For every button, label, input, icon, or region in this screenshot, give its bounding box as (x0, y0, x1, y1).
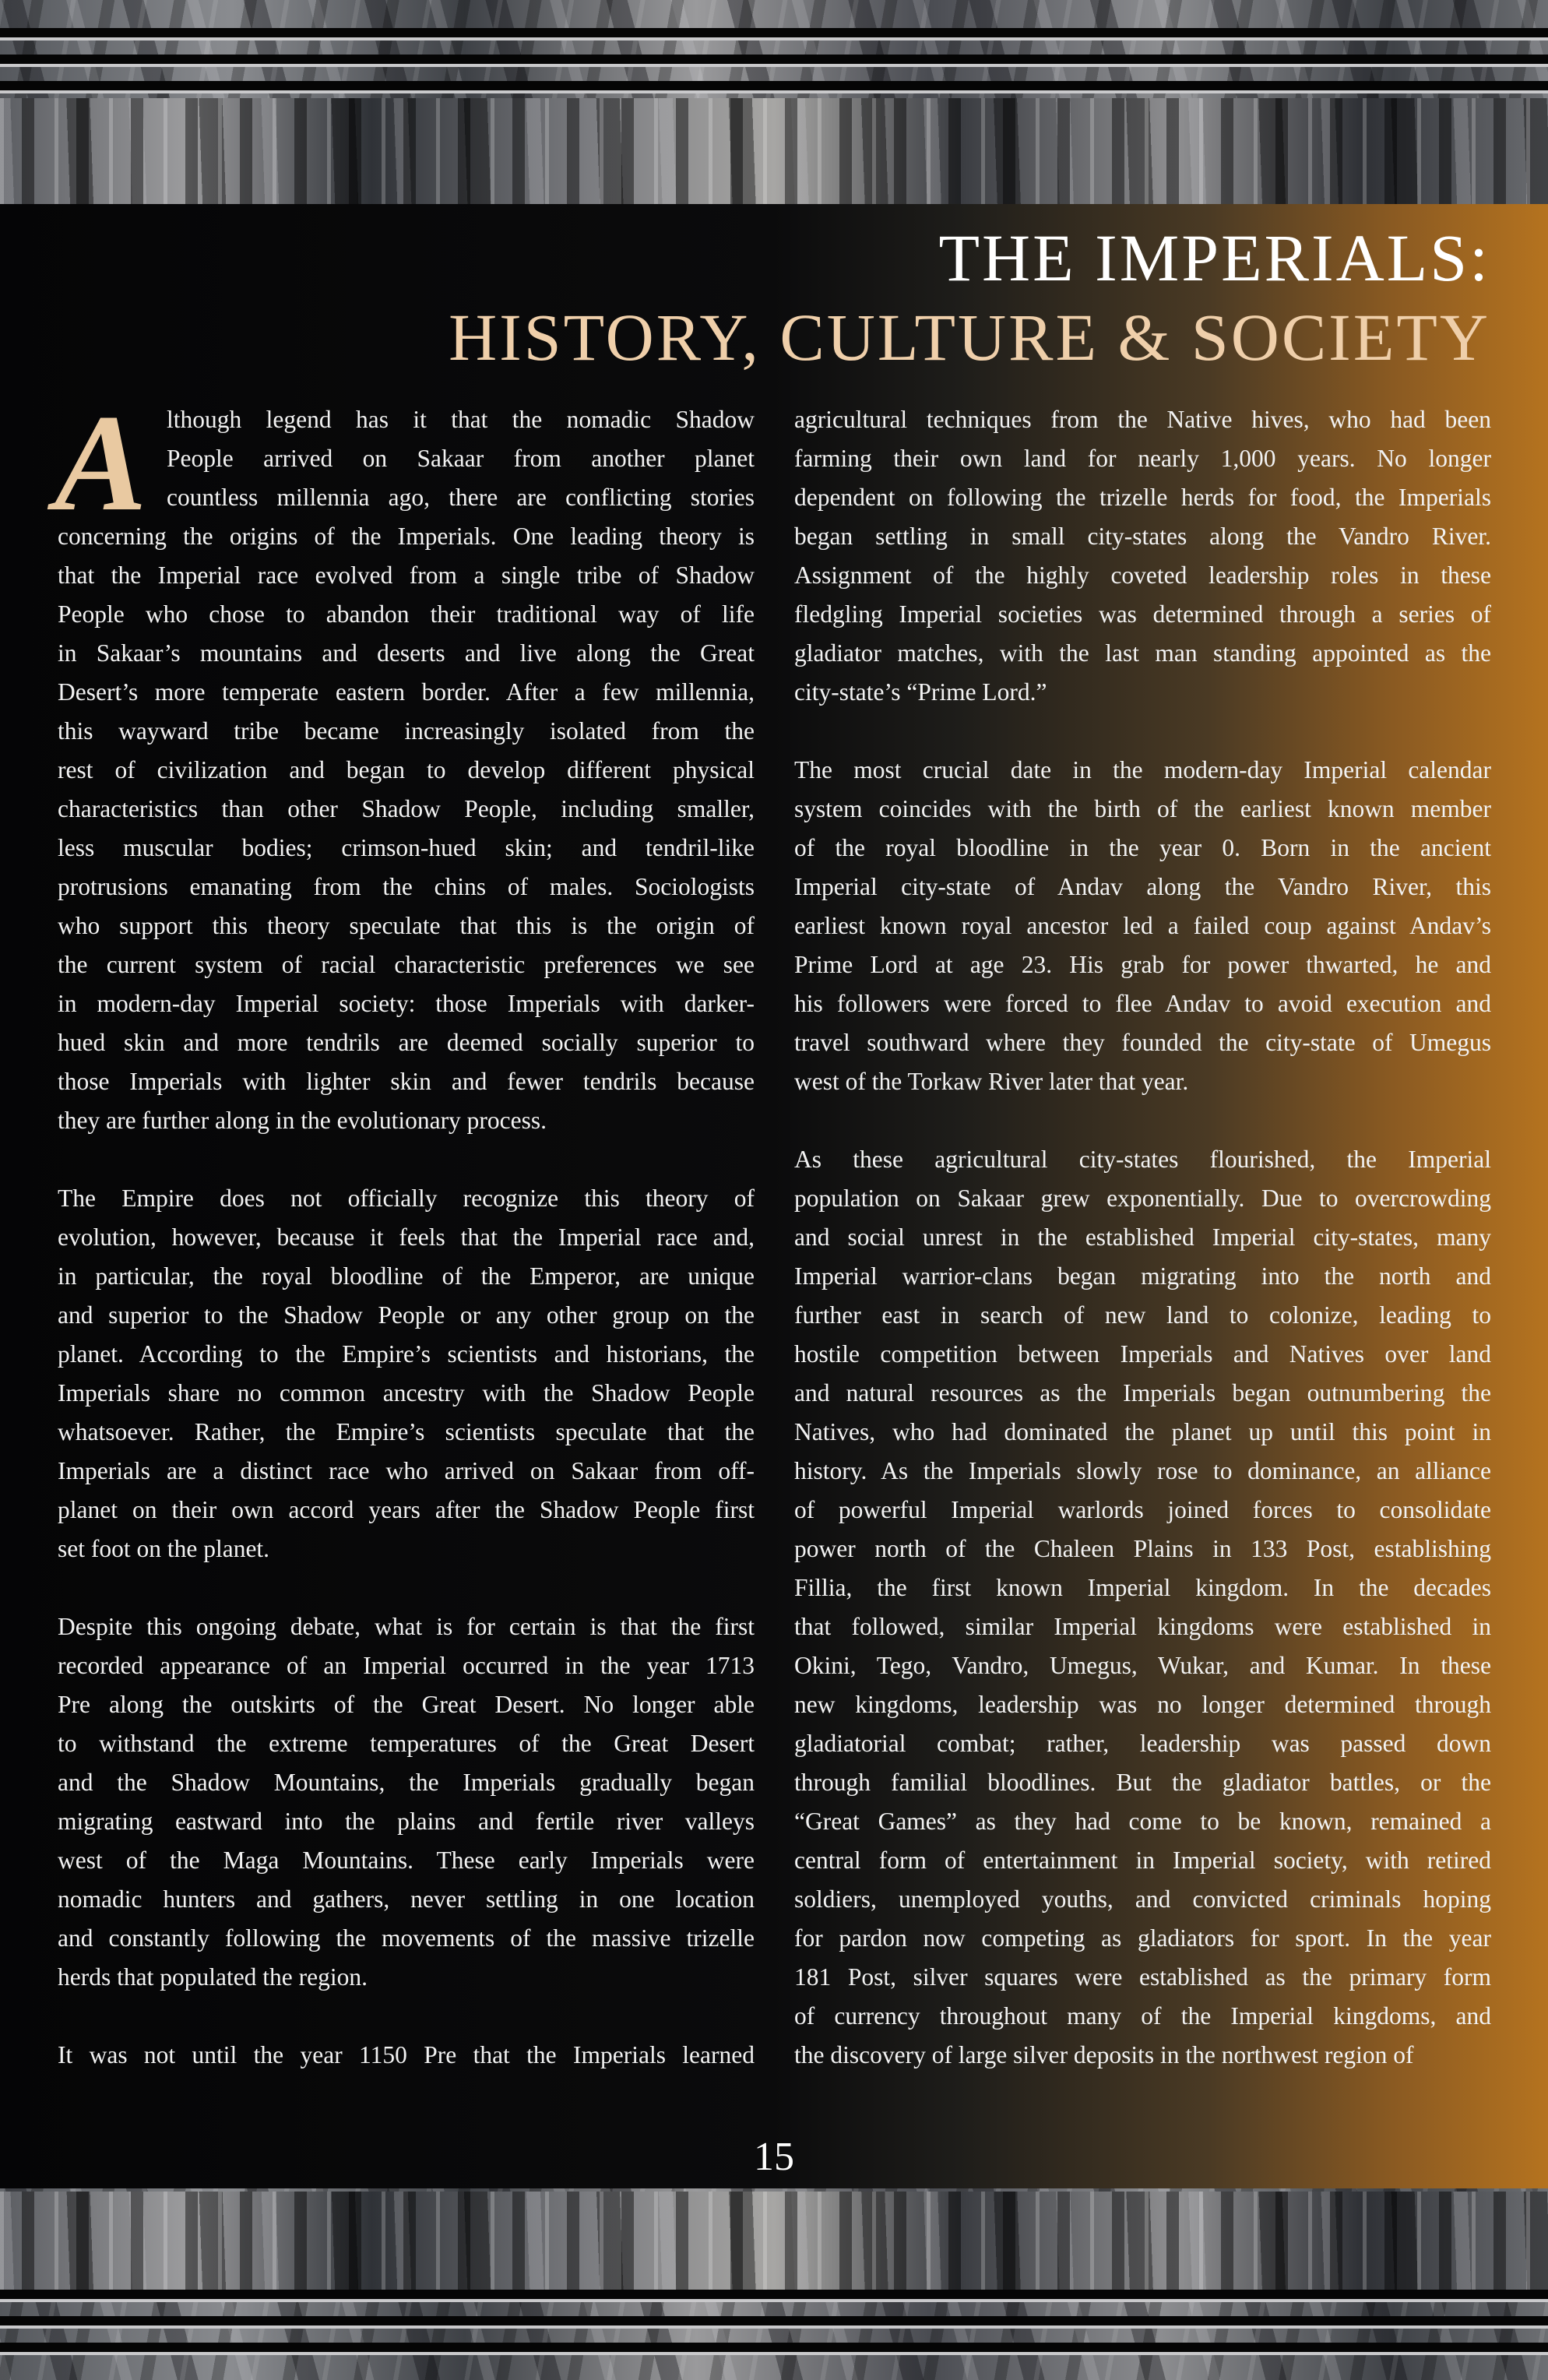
article-column-left (58, 400, 755, 2075)
text-line: It was not until the year 1150 Pre that the Imperials learned (58, 2041, 755, 2068)
paragraph (794, 1140, 1491, 2075)
text-line: gladiatorial combat; rather, leadership was passed down (794, 1730, 1491, 1757)
text-line: they are further along in the evolutionary process. (58, 1107, 547, 1134)
text-line: of the royal bloodline in the year 0. Born in the ancient (794, 834, 1491, 861)
text-line: earliest known royal ancestor led a failed coup against Andav’s (794, 912, 1491, 939)
text-line: lthough legend has it that the nomadic Shadow (167, 406, 755, 433)
paragraph-gap (794, 1101, 1491, 1140)
text-line: set foot on the planet. (58, 1535, 270, 1562)
text-line: system coincides with the birth of the earliest known member (794, 795, 1491, 822)
text-line: Fillia, the first known Imperial kingdom. In the decades (794, 1574, 1491, 1601)
text-line: nomadic hunters and gathers, never settling in one location (58, 1885, 755, 1913)
text-line: The Empire does not officially recognize this theory of (58, 1185, 755, 1212)
text-line: central form of entertainment in Imperial society, with retired (794, 1847, 1491, 1874)
paragraph (794, 400, 1491, 712)
text-line: gladiator matches, with the last man standing appointed as the (794, 639, 1491, 667)
text-line: power north of the Chaleen Plains in 133 Post, establishing (794, 1535, 1491, 1562)
text-line: People arrived on Sakaar from another planet (167, 445, 755, 472)
paragraph-gap (58, 1140, 755, 1179)
text-line: and constantly following the movements of the massive trizelle (58, 1924, 755, 1952)
text-line: concerning the origins of the Imperials. One leading theory is (58, 523, 755, 550)
text-line: 181 Post, silver squares were established as the primary form (794, 1963, 1491, 1991)
text-line: and the Shadow Mountains, the Imperials gradually began (58, 1769, 755, 1796)
text-line: dependent on following the trizelle herds for food, the Imperials (794, 484, 1491, 511)
text-line: agricultural techniques from the Native hives, who had been (794, 406, 1491, 433)
bottom-border-band (0, 2290, 1548, 2302)
text-line: new kingdoms, leadership was no longer determined through (794, 1691, 1491, 1718)
paragraph (58, 1179, 755, 1568)
text-line: Imperial warrior-clans began migrating into the north and (794, 1262, 1491, 1290)
text-line: who support this theory speculate that this is the origin of (58, 912, 755, 939)
text-line: this wayward tribe became increasingly isolated from the (58, 717, 755, 745)
text-line: of currency throughout many of the Imperial kingdoms, and (794, 2002, 1491, 2030)
text-line: Assignment of the highly coveted leadership roles in these (794, 562, 1491, 589)
text-line: hostile competition between Imperials and Natives over land (794, 1340, 1491, 1368)
text-line: As these agricultural city-states flourished, the Imperial (794, 1146, 1491, 1173)
text-line: Prime Lord at age 23. His grab for power thwarted, he and (794, 951, 1491, 978)
text-line: those Imperials with lighter skin and fewer tendrils because (58, 1068, 755, 1095)
text-line: population on Sakaar grew exponentially. Due to overcrowding (794, 1185, 1491, 1212)
text-line: and superior to the Shadow People or any other group on the (58, 1301, 755, 1329)
text-line: city-state’s “Prime Lord.” (794, 678, 1047, 706)
text-line: recorded appearance of an Imperial occurred in the year 1713 (58, 1652, 755, 1679)
top-border-band (0, 28, 1548, 40)
text-line: Imperials are a distinct race who arrived on Sakaar from off- (58, 1457, 755, 1484)
text-line: west of the Maga Mountains. These early Imperials were (58, 1847, 755, 1874)
text-line: less muscular bodies; crimson-hued skin; and tendril-like (58, 834, 755, 861)
paragraph-gap (58, 1997, 755, 2036)
paragraph (58, 400, 755, 1140)
text-line: countless millennia ago, there are conflicting stories (167, 484, 755, 511)
text-line: history. As the Imperials slowly rose to dominance, an alliance (794, 1457, 1491, 1484)
paragraph-gap (794, 712, 1491, 751)
text-line: that the Imperial race evolved from a single tribe of Shadow (58, 562, 755, 589)
text-line: and natural resources as the Imperials began outnumbering the (794, 1379, 1491, 1407)
text-line: fledgling Imperial societies was determined through a series of (794, 600, 1491, 628)
text-line: west of the Torkaw River later that year. (794, 1068, 1189, 1095)
text-line: whatsoever. Rather, the Empire’s scientists speculate that the (58, 1418, 755, 1445)
text-line: and social unrest in the established Imperial city-states, many (794, 1223, 1491, 1251)
text-line: The most crucial date in the modern-day Imperial calendar (794, 756, 1491, 783)
text-line: Okini, Tego, Vandro, Umegus, Wukar, and Kumar. In these (794, 1652, 1491, 1679)
text-line: began settling in small city-states along the Vandro River. (794, 523, 1491, 550)
bottom-marble-panel (0, 2192, 1548, 2291)
text-line: herds that populated the region. (58, 1963, 368, 1991)
bottom-border-band (0, 2343, 1548, 2355)
text-line: of powerful Imperial warlords joined forces to consolidate (794, 1496, 1491, 1523)
page-title: THE IMPERIALS: (938, 220, 1490, 295)
text-line: in Sakaar’s mountains and deserts and live along the Great (58, 639, 755, 667)
top-border-band (0, 55, 1548, 67)
text-line: to withstand the extreme temperatures of the Great Desert (58, 1730, 755, 1757)
text-line: Imperial city-state of Andav along the Vandro River, this (794, 873, 1491, 900)
text-line: Desert’s more temperate eastern border. After a few millennia, (58, 678, 755, 706)
text-line: his followers were forced to flee Andav to avoid execution and (794, 990, 1491, 1017)
text-line: in modern-day Imperial society: those Imperials with darker- (58, 990, 755, 1017)
paragraph (794, 751, 1491, 1101)
text-line: planet. According to the Empire’s scientists and historians, the (58, 1340, 755, 1368)
text-line: Despite this ongoing debate, what is for certain is that the first (58, 1613, 755, 1640)
drop-cap: A (55, 386, 147, 540)
text-line: in particular, the royal bloodline of the Emperor, are unique (58, 1262, 755, 1290)
text-line: Natives, who had dominated the planet up until this point in (794, 1418, 1491, 1445)
text-line: further east in search of new land to colonize, leading to (794, 1301, 1491, 1329)
paragraph-gap (58, 1568, 755, 1607)
top-marble-panel (0, 98, 1548, 204)
text-line: protrusions emanating from the chins of males. Sociologists (58, 873, 755, 900)
text-line: through familial bloodlines. But the gladiator battles, or the (794, 1769, 1491, 1796)
paragraph (58, 1607, 755, 1997)
text-line: evolution, however, because it feels that the Imperial race and, (58, 1223, 755, 1251)
bottom-border-band (0, 2316, 1548, 2329)
text-line: travel southward where they founded the city-state of Umegus (794, 1029, 1491, 1056)
text-line: for pardon now competing as gladiators for sport. In the year (794, 1924, 1491, 1952)
paragraph (58, 2036, 755, 2075)
text-line: farming their own land for nearly 1,000 years. No longer (794, 445, 1491, 472)
text-line: migrating eastward into the plains and fertile river valleys (58, 1808, 755, 1835)
page-subtitle: HISTORY, CULTURE & SOCIETY (449, 300, 1490, 375)
text-line: the discovery of large silver deposits in the northwest region of (794, 2041, 1414, 2068)
text-line: that followed, similar Imperial kingdoms were established in (794, 1613, 1491, 1640)
text-line: characteristics than other Shadow People, including smaller, (58, 795, 755, 822)
top-border-band (0, 81, 1548, 93)
text-line: the current system of racial characteristic preferences we see (58, 951, 755, 978)
text-line: People who chose to abandon their traditional way of life (58, 600, 755, 628)
text-line: rest of civilization and began to develop different physical (58, 756, 755, 783)
article-column-right (794, 400, 1491, 2075)
text-line: soldiers, unemployed youths, and convicted criminals hoping (794, 1885, 1491, 1913)
text-line: planet on their own accord years after the Shadow People first (58, 1496, 755, 1523)
page-number: 15 (754, 2135, 794, 2179)
text-line: Imperials share no common ancestry with the Shadow People (58, 1379, 755, 1407)
text-line: hued skin and more tendrils are deemed socially superior to (58, 1029, 755, 1056)
text-line: Pre along the outskirts of the Great Desert. No longer able (58, 1691, 755, 1718)
text-line: “Great Games” as they had come to be known, remained a (794, 1808, 1491, 1835)
